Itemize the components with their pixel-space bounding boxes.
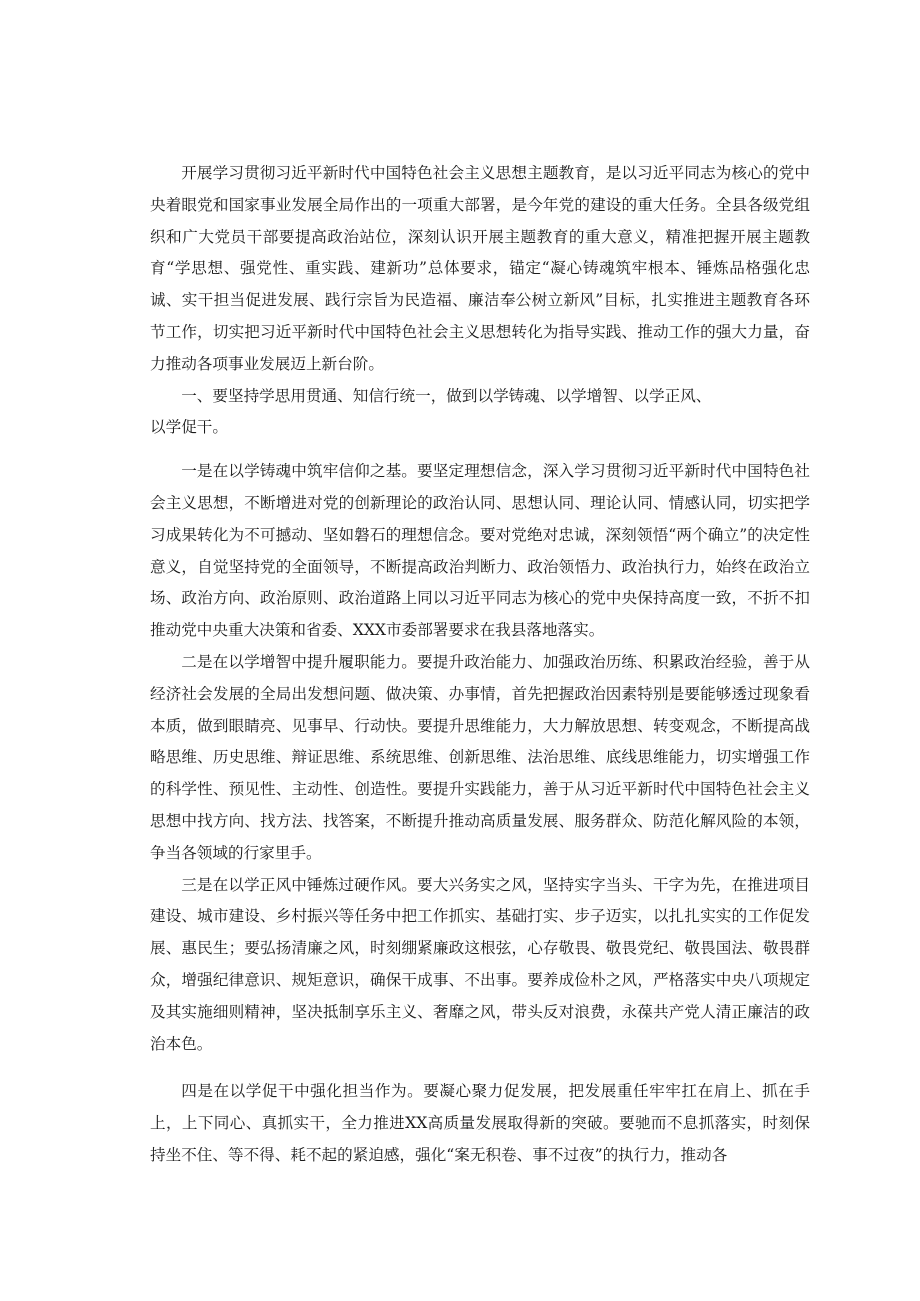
paragraph-action: 四是在以学促干中强化担当作为。要凝心聚力促发展，把发展重任牢牢扛在肩上、抓在手上，上下同心、真抓实干，全力推进XX高质量发展取得新的突破。要驰而不息抓落实，时刻保持坐不住、等不得、耗不起的紧迫感，强化“案无积卷、事不过夜”的执行力，推动各 (150, 1082, 810, 1164)
section-heading-line-1: 一、要坚持学思用贯通、知信行统一，做到以学铸魂、以学增智、以学正风、 (181, 386, 712, 405)
paragraph-style: 三是在以学正风中锤炼过硬作风。要大兴务实之风，坚持实字当头、干字为先，在推进项目建设、城市建设、乡村振兴等任务中把工作抓实、基础打实、步子迈实，以扎扎实实的工作促发展、惠民生；要弘扬清廉之风，时刻绷紧廉政这根弦，心存敬畏、敬畏党纪、敬畏国法、敬畏群众，增强纪律意识、规矩意识，确保干成事、不出事。要养成俭朴之风，严格落实中央八项规定及其实施细则精神，坚决抵制享乐主义、奢靡之风，带头反对浪费，永葆共产党人清正廉洁的政治本色。 (150, 875, 810, 1053)
document-body (150, 158, 810, 1172)
intro-paragraph: 开展学习贯彻习近平新时代中国特色社会主义思想主题教育，是以习近平同志为核心的党中央着眼党和国家事业发展全局作出的一项重大部署，是今年党的建设的重大任务。全县各级党组织和广大党员干部要提高政治站位，深刻认识开展主题教育的重大意义，精准把握开展主题教育“学思想、强党性、重实践、建新功”总体要求，锚定“凝心铸魂筑牢根本、锤炼品格强化忠诚、实干担当促进发展、践行宗旨为民造福、廉洁奉公树立新风”目标，扎实推进主题教育各环节工作，切实把习近平新时代中国特色社会主义思想转化为指导实践、推动工作的强大力量，奋力推动各项事业发展迈上新台阶。 (150, 164, 810, 373)
section-heading-line-2: 以学促干。 (150, 418, 228, 437)
paragraph-faith: 一是在以学铸魂中筑牢信仰之基。要坚定理想信念，深入学习贯彻习近平新时代中国特色社会主义思想，不断增进对党的创新理论的政治认同、思想认同、理论认同、情感认同，切实把学习成果转化为不可撼动、坚如磐石的理想信念。要对党绝对忠诚，深刻领悟“两个确立”的决定性意义，自觉坚持党的全面领导，不断提高政治判断力、政治领悟力、政治执行力，始终在政治立场、政治方向、政治原则、政治道路上同以习近平同志为核心的党中央保持高度一致，不折不扣推动党中央重大决策和省委、XXX市委部署要求在我县落地落实。 (150, 462, 810, 640)
paragraph-ability: 二是在以学增智中提升履职能力。要提升政治能力、加强政治历练、积累政治经验，善于从经济社会发展的全局出发想问题、做决策、办事情，首先把握政治因素特别是要能够透过现象看本质，做到眼睛亮、见事早、行动快。要提升思维能力，大力解放思想、转变观念，不断提高战略思维、历史思维、辩证思维、系统思维、创新思维、法治思维、底线思维能力，切实增强工作的科学性、预见性、主动性、创造性。要提升实践能力，善于从习近平新时代中国特色社会主义思想中找方向、找方法、找答案，不断提升推动高质量发展、服务群众、防范化解风险的本领，争当各领域的行家里手。 (150, 652, 810, 862)
